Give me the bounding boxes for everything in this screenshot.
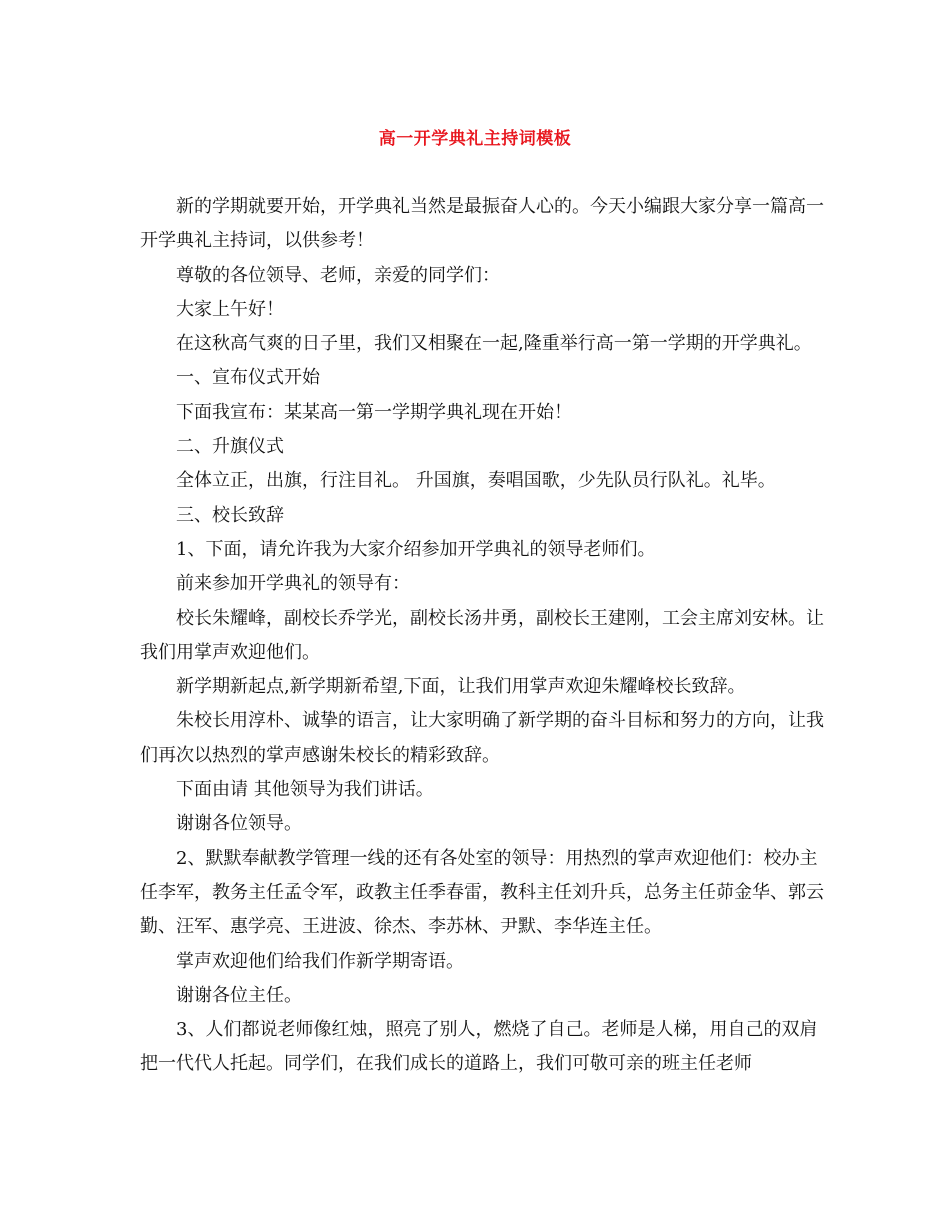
paragraph: 谢谢各位主任。 bbox=[176, 984, 302, 1006]
paragraph: 朱校长用淳朴、诚挚的语言，让大家明确了新学期的奋斗目标和努力的方向，让我们再次以热烈的掌声感谢朱校长的精彩致辞。 bbox=[140, 710, 824, 766]
paragraph: 新的学期就要开始，开学典礼当然是最振奋人心的。今天小编跟大家分享一篇高一开学典礼主持词，以供参考！ bbox=[140, 196, 824, 252]
paragraph: 新学期新起点,新学期新希望,下面，让我们用掌声欢迎朱耀峰校长致辞。 bbox=[176, 676, 746, 698]
paragraph: 在这秋高气爽的日子里，我们又相聚在一起,隆重举行高一第一学期的开学典礼。 bbox=[176, 333, 812, 355]
section-heading: 一、宣布仪式开始 bbox=[176, 367, 320, 389]
paragraph: 谢谢各位领导。 bbox=[176, 813, 302, 835]
paragraph: 下面我宣布：某某高一第一学期学典礼现在开始！ bbox=[176, 401, 572, 423]
section-heading: 二、升旗仪式 bbox=[176, 436, 284, 458]
section-heading: 三、校长致辞 bbox=[176, 504, 284, 526]
document-title: 高一开学典礼主持词模板 bbox=[378, 129, 572, 149]
paragraph: 掌声欢迎他们给我们作新学期寄语。 bbox=[176, 950, 464, 972]
paragraph: 1、下面，请允许我为大家介绍参加开学典礼的领导老师们。 bbox=[176, 538, 656, 560]
paragraph: 尊敬的各位领导、老师，亲爱的同学们： bbox=[176, 264, 500, 286]
paragraph: 校长朱耀峰，副校长乔学光，副校长汤井勇，副校长王建刚，工会主席刘安林。让我们用掌声欢迎他们。 bbox=[140, 607, 824, 663]
paragraph: 全体立正，出旗，行注目礼。 升国旗，奏唱国歌，少先队员行队礼。礼毕。 bbox=[176, 470, 776, 492]
document-body bbox=[140, 190, 830, 1082]
paragraph: 大家上午好！ bbox=[176, 298, 284, 320]
paragraph: 3、人们都说老师像红烛，照亮了别人，燃烧了自己。老师是人梯，用自己的双肩把一代代人托起。同学们，在我们成长的道路上，我们可敬可亲的班主任老师 bbox=[140, 1019, 818, 1075]
paragraph: 下面由请 其他领导为我们讲话。 bbox=[176, 779, 434, 801]
paragraph: 2、默默奉献教学管理一线的还有各处室的领导：用热烈的掌声欢迎他们：校办主任李军，教务主任孟令军，政教主任季春雷，教科主任刘升兵，总务主任茆金华、郭云勤、汪军、惠学亮、王进波、徐杰、李苏林、尹默、李华连主任。 bbox=[140, 847, 824, 938]
paragraph: 前来参加开学典礼的领导有： bbox=[176, 573, 410, 595]
